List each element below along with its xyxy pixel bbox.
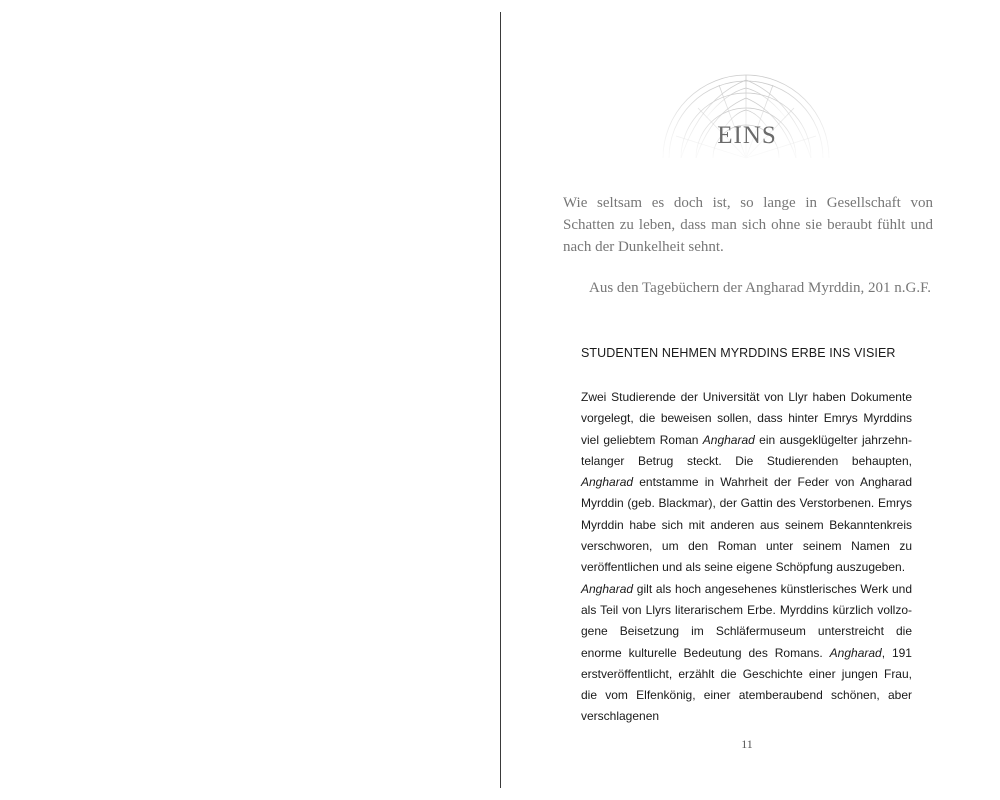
- article-paragraph-1: [581, 387, 912, 579]
- page-number: 11: [741, 737, 753, 751]
- text-run: ein ausgeklügelter jahrzehntelanger Betrug steckt. Die Studierenden behaupten,: [581, 432, 912, 468]
- epigraph-quote: Wie seltsam es doch ist, so lange in Gesellschaft von Schatten zu leben, dass man sich ohne sie beraubt fühlt und nach der Dunkelheit sehnt.: [563, 195, 933, 255]
- book-title-italic: Angharad: [581, 581, 634, 596]
- right-page: [501, 0, 1000, 800]
- text-run: , 191 erstveröffentlicht, erzählt die Geschichte einer jungen Frau, die vom Elfenkönig, einer atemberaubend schönen, aber verschlagenen: [581, 645, 912, 724]
- article-headline: STUDENTEN NEHMEN MYRDDINS ERBE INS VISIER: [581, 346, 896, 360]
- book-title-italic: Angharad: [702, 432, 755, 447]
- text-run: gilt als hoch angesehenes künstlerisches Werk und als Teil von Llyrs literarischem Erbe. Myrddins kürzlich vollzogene Beisetzung im Schläfermuseum unterstreicht die enorme kulturelle Bedeutung des Romans.: [581, 581, 912, 660]
- book-title-italic: Angharad: [581, 475, 634, 490]
- text-run: entstamme in Wahrheit der Feder von Angharad Myrddin (geb. Blackmar), der Gattin des Verstorbenen. Emrys Myrddin habe sich mit anderen aus seinem Bekanntenkreis verschworen, um den Roman unter seinem Namen zu veröffentlichen und als seine eigene Schöpfung auszugeben.: [581, 475, 912, 575]
- text-run: Zwei Studierende der Universität von Llyr haben Dokumente vorgelegt, die beweisen sollen, dass hinter Emrys Myrddins viel geliebtem Roman: [581, 390, 912, 447]
- epigraph-attribution: Aus den Tagebüchern der Angharad Myrddin, 201 n.G.F.: [589, 280, 931, 296]
- book-title-italic: Angharad: [829, 645, 882, 660]
- article-body: [581, 387, 912, 728]
- chapter-title: EINS: [717, 122, 777, 149]
- article-paragraph-2: [581, 579, 912, 728]
